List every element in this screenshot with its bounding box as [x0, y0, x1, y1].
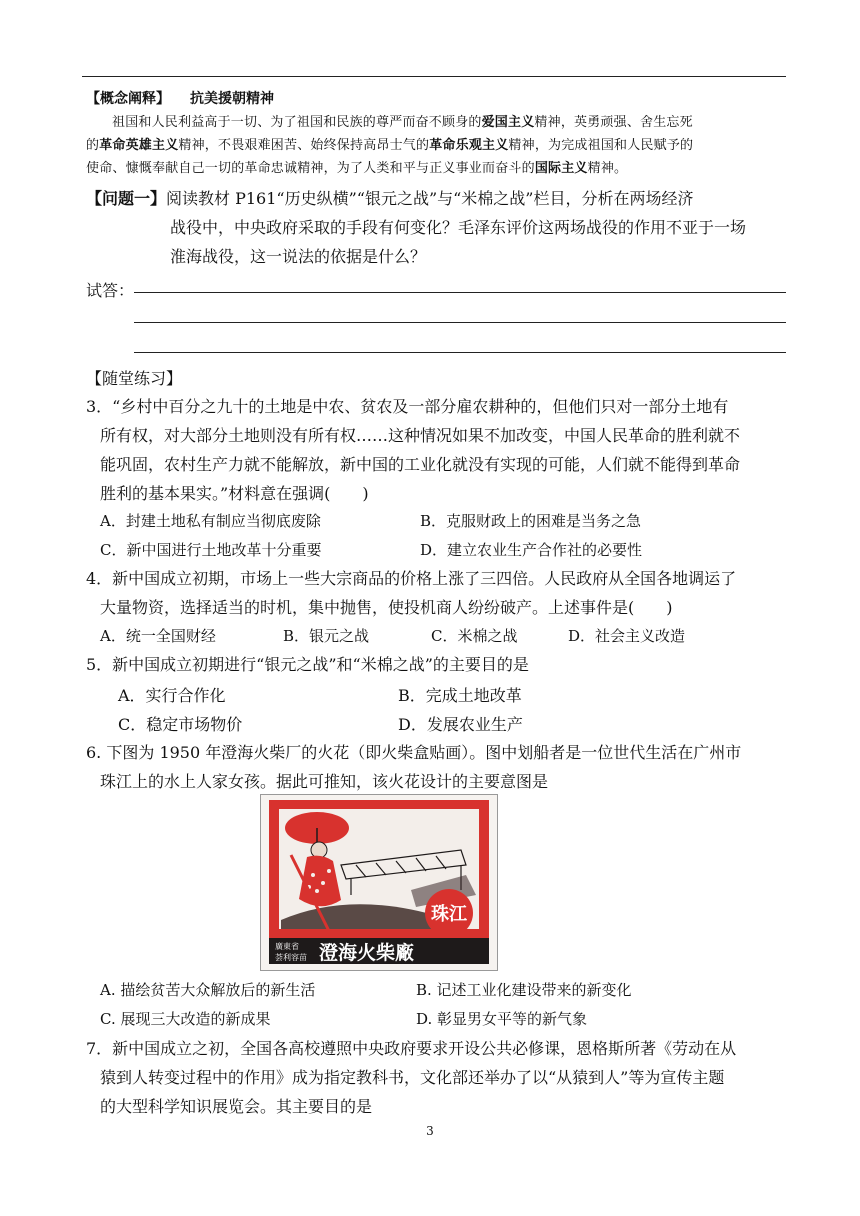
question-one-line-3: 淮海战役，这一说法的依据是什么？: [170, 247, 427, 266]
concept-line-2: [86, 134, 786, 157]
keyword-internationalism: 国际主义: [534, 161, 588, 176]
concept-heading: [86, 88, 274, 108]
q6-option-c[interactable]: C. 展现三大改造的新成果: [100, 1010, 271, 1028]
q3-option-a[interactable]: A．封建土地私有制应当彻底废除: [100, 512, 321, 530]
concept-line-3: [86, 157, 786, 180]
q4-line-1: 4．新中国成立初期，市场上一些大宗商品的价格上涨了三四倍。人民政府从全国各地调运了: [86, 569, 737, 588]
question-one-line-2: 战役中，中央政府采取的手段有何变化？毛泽东评价这两场战役的作用不亚于一场: [170, 218, 747, 237]
banner-title: 澄海火柴廠: [319, 942, 415, 964]
question-7: [86, 1034, 790, 1121]
banner-small-2: 荟利容苗: [275, 953, 307, 962]
practice-heading: 【随堂练习】: [86, 369, 183, 388]
answer-line-2[interactable]: [134, 322, 786, 323]
q5-option-d[interactable]: D．发展农业生产: [398, 715, 523, 734]
answer-label: 试答：: [86, 281, 135, 300]
text: 的: [86, 138, 100, 153]
q7-line-3: 的大型科学知识展览会。其主要目的是: [100, 1097, 373, 1116]
q5-line-1: 5．新中国成立初期进行“银元之战”和“米棉之战”的主要目的是: [86, 655, 529, 674]
q7-line-2: 猿到人转变过程中的作用》成为指定教科书，文化部还举办了以“从猿到人”等为宣传主题: [100, 1068, 725, 1087]
top-rule: [82, 76, 786, 77]
q4-option-c[interactable]: C．米棉之战: [431, 627, 518, 645]
q3-option-b[interactable]: B．克服财政上的困难是当务之急: [420, 512, 642, 530]
q6-line-1: 6. 下图为 1950 年澄海火柴厂的火花（即火柴盒贴画）。图中划船者是一位世代生活在广州市: [86, 743, 742, 762]
q3-option-c[interactable]: C．新中国进行土地改革十分重要: [100, 541, 322, 559]
text: 使命、慷慨奉献自己一切的革命忠诚精神，为了人类和平与正义事业而奋斗的: [86, 161, 535, 176]
banner-small-1: 廣東省: [275, 942, 299, 951]
q6-line-2: 珠江上的水上人家女孩。据此可推知，该火花设计的主要意图是: [100, 772, 549, 791]
q3-line-2: 所有权，对大部分土地则没有所有权……这种情况如果不加改变，中国人民革命的胜利就不: [100, 426, 741, 445]
q6-option-d[interactable]: D. 彰显男女平等的新气象: [416, 1010, 588, 1028]
q4-option-d[interactable]: D．社会主义改造: [568, 627, 686, 645]
q7-line-1: 7．新中国成立之初，全国各高校遵照中央政府要求开设公共必修课，恩格斯所著《劳动在从: [86, 1039, 737, 1058]
text: 精神。: [587, 161, 628, 176]
text: 祖国和人民利益高于一切、为了祖国和民族的尊严而奋不顾身的: [112, 115, 482, 130]
q3-option-d[interactable]: D．建立农业生产合作社的必要性: [420, 541, 643, 559]
text: 阅读教材 P161“历史纵横”“银元之战”与“米棉之战”栏目，分析在两场经济: [166, 189, 694, 208]
question-3: [86, 392, 790, 508]
q4-option-a[interactable]: A．统一全国财经: [100, 627, 216, 645]
q5-option-a[interactable]: A．实行合作化: [118, 686, 226, 705]
keyword-patriotism: 爱国主义: [481, 115, 535, 130]
text: 精神，英勇顽强、舍生忘死: [534, 115, 693, 130]
matchbox-label-image: [260, 794, 498, 971]
keyword-optimism: 革命乐观主义: [429, 138, 509, 153]
keyword-heroism: 革命英雄主义: [99, 138, 179, 153]
concept-term: 抗美援朝精神: [190, 91, 274, 107]
q4-line-2: 大量物资，选择适当的时机，集中抛售，使投机商人纷纷破产。上述事件是( ): [100, 598, 673, 617]
q6-option-b[interactable]: B. 记述工业化建设带来的新变化: [416, 981, 632, 999]
concept-head-label: 【概念阐释】: [86, 91, 170, 107]
answer-line-3[interactable]: [134, 352, 786, 353]
q3-line-1: 3．“乡村中百分之九十的土地是中农、贫农及一部分雇农耕种的，但他们只对一部分土地有: [86, 397, 729, 416]
question-4: [86, 564, 790, 622]
question-one-label: 【问题一】: [86, 189, 167, 208]
concept-paragraph: [86, 111, 786, 180]
matchbox-illustration: [261, 795, 497, 970]
question-one-line-1: [86, 184, 790, 213]
answer-line-1[interactable]: [134, 292, 786, 293]
text: 精神，为完成祖国和人民赋予的: [508, 138, 694, 153]
stamp-text: 珠江: [431, 904, 467, 925]
concept-line-1: [86, 111, 786, 134]
page-number: 3: [426, 1124, 434, 1138]
q5-option-c[interactable]: C．稳定市场物价: [118, 715, 243, 734]
q4-option-b[interactable]: B．银元之战: [283, 627, 370, 645]
q5-option-b[interactable]: B．完成土地改革: [398, 686, 522, 705]
question-one: [86, 184, 790, 271]
text: 精神，不畏艰难困苦、始终保持高昂士气的: [178, 138, 430, 153]
question-5: [86, 650, 790, 679]
question-6: [86, 738, 790, 796]
q3-line-4: 胜利的基本果实。”材料意在强调( ): [100, 484, 369, 503]
q6-option-a[interactable]: A. 描绘贫苦大众解放后的新生活: [100, 981, 316, 999]
q3-line-3: 能巩固，农村生产力就不能解放，新中国的工业化就没有实现的可能，人们就不能得到革命: [100, 455, 741, 474]
